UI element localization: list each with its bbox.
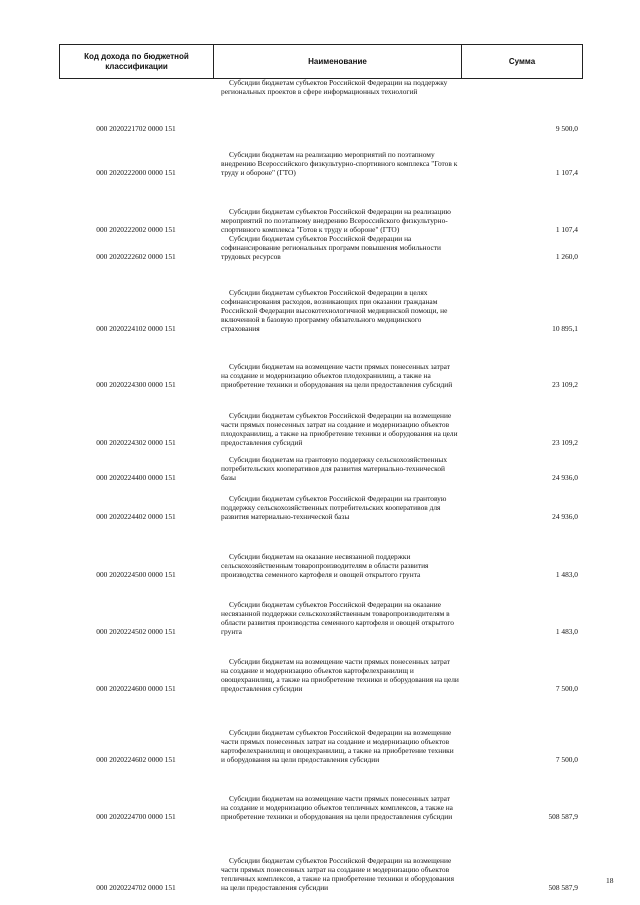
table-row — [59, 234, 582, 261]
row-code: 000 2020224400 0000 151 — [96, 473, 176, 482]
budget-table-header — [59, 44, 583, 79]
row-name: Субсидии бюджетам субъектов Российской Федерации на возмещение части прямых понесенных затрат на создание и модернизацию объектов плодохранилищ, а также на приобретение техники и оборудования на цели предоставления субсидий — [221, 411, 458, 447]
row-sum: 24 936,0 — [552, 512, 578, 521]
row-name: Субсидии бюджетам на оказание несвязанной поддержки сельскохозяйственным товаропроизводителям в области развития производства семенного картофеля и овощей открытого грунта — [221, 552, 429, 579]
row-code: 000 2020224702 0000 151 — [96, 883, 176, 892]
row-name: Субсидии бюджетам на возмещение части прямых понесенных затрат на создание и модернизацию объектов картофелехранилищ и овощехранилищ, а также на приобретение техники и оборудования на цели предоставления субсидии — [221, 657, 459, 693]
row-name: Субсидии бюджетам на возмещение части прямых понесенных затрат на создание и модернизацию объектов тепличных комплексов, а также на приобретение техники и оборудования на цели предоставления субсидии — [221, 794, 453, 821]
table-row — [59, 177, 582, 234]
row-code: 000 2020224102 0000 151 — [96, 324, 176, 333]
row-code: 000 2020224602 0000 151 — [96, 755, 176, 764]
header-sum: Сумма — [462, 45, 583, 79]
table-row — [59, 521, 582, 579]
table-row — [59, 693, 582, 764]
row-sum: 10 895,1 — [552, 324, 578, 333]
row-code: 000 2020221702 0000 151 — [96, 124, 176, 133]
row-code: 000 2020224600 0000 151 — [96, 684, 176, 693]
row-sum: 1 107,4 — [555, 225, 578, 234]
row-code: 000 2020224500 0000 151 — [96, 570, 176, 579]
table-row — [59, 133, 582, 177]
row-code: 000 2020224302 0000 151 — [96, 438, 176, 447]
row-name: Субсидии бюджетам субъектов Российской Федерации на возмещение части прямых понесенных затрат на создание и модернизацию объектов тепличных комплексов, а также на приобретение техники и оборудования на цели предоставления субсидии — [221, 856, 454, 892]
row-code: 000 2020222002 0000 151 — [96, 225, 176, 234]
table-row — [59, 389, 582, 447]
row-name: Субсидии бюджетам субъектов Российской Федерации на реализацию мероприятий по поэтапному внедрению Всероссийского физкультурно-спортивного комплекса "Готов к труду и обороне" (ГТО) — [221, 207, 451, 234]
table-row — [59, 764, 582, 821]
row-name: Субсидии бюджетам на грантовую поддержку сельскохозяйственных потребительских кооперативов для развития материально-технической базы — [221, 455, 448, 482]
header-row — [60, 45, 583, 79]
table-row — [59, 261, 582, 333]
table-row — [59, 482, 582, 521]
row-sum: 7 500,0 — [555, 755, 578, 764]
row-code: 000 2020224300 0000 151 — [96, 380, 176, 389]
row-name: Субсидии бюджетам на реализацию мероприятий по поэтапному внедрению Всероссийского физкультурно-спортивного комплекса "Готов к труду и обороне" (ГТО) — [221, 150, 458, 177]
page-number: 18 — [606, 876, 614, 885]
row-name: Субсидии бюджетам субъектов Российской Федерации на оказание несвязанной поддержки сельскохозяйственным товаропроизводителям в области развития производства семенного картофеля и овощей открытого грунта — [221, 600, 454, 636]
budget-table-body — [59, 78, 582, 892]
row-name: Субсидии бюджетам субъектов Российской Федерации на поддержку региональных проектов в сфере информационных технологий — [221, 78, 448, 96]
table-row — [59, 447, 582, 482]
row-code: 000 2020224402 0000 151 — [96, 512, 176, 521]
row-sum: 1 107,4 — [555, 168, 578, 177]
row-name: Субсидии бюджетам субъектов Российской Федерации на возмещение части прямых понесенных затрат на создание и модернизацию объектов картофелехранилищ и овощехранилищ, а также на приобретение техники и оборудования на цели предоставления субсидии — [221, 728, 454, 764]
row-code: 000 2020224700 0000 151 — [96, 812, 176, 821]
table-row — [59, 579, 582, 636]
row-code: 000 2020222000 0000 151 — [96, 168, 176, 177]
row-sum: 508 587,9 — [548, 812, 578, 821]
row-sum: 9 500,0 — [555, 124, 578, 133]
row-name: Субсидии бюджетам субъектов Российской Федерации на софинансирование региональных программ повышения мобильности трудовых ресурсов — [221, 234, 441, 261]
row-sum: 1 260,0 — [555, 252, 578, 261]
table-row — [59, 78, 582, 133]
row-name: Субсидии бюджетам субъектов Российской Федерации на грантовую поддержку сельскохозяйственных потребительских кооперативов для развития материально-технической базы — [221, 494, 447, 521]
row-sum: 1 483,0 — [555, 570, 578, 579]
row-sum: 23 109,2 — [552, 438, 578, 447]
row-sum: 1 483,0 — [555, 627, 578, 636]
row-name: Субсидии бюджетам субъектов Российской Федерации в целях софинансирования расходов, возникающих при оказании гражданам Российской Федерации высокотехнологичной медицинской помощи, не включенной в базовую программу обязательного медицинского страхования — [221, 288, 448, 333]
row-sum: 7 500,0 — [555, 684, 578, 693]
table-row — [59, 333, 582, 389]
table-row — [59, 636, 582, 693]
row-sum: 508 587,9 — [548, 883, 578, 892]
header-code: Код дохода по бюджетной классификации — [60, 45, 214, 79]
row-sum: 23 109,2 — [552, 380, 578, 389]
header-name: Наименование — [214, 45, 462, 79]
table-row — [59, 821, 582, 892]
row-sum: 24 936,0 — [552, 473, 578, 482]
row-name: Субсидии бюджетам на возмещение части прямых понесенных затрат на создание и модернизацию объектов плодохранилищ, а также на приобретение техники и оборудования на цели предоставления субсидий — [221, 362, 453, 389]
row-code: 000 2020222602 0000 151 — [96, 252, 176, 261]
row-code: 000 2020224502 0000 151 — [96, 627, 176, 636]
